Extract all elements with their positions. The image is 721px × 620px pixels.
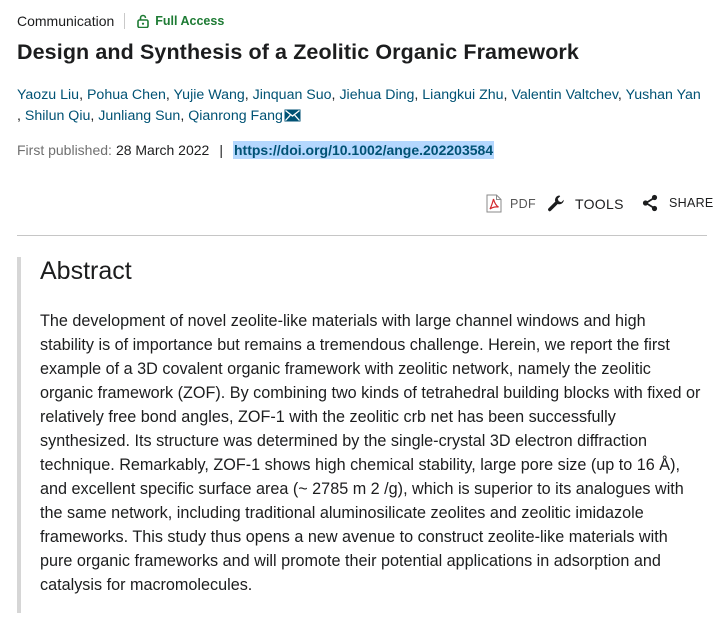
meta-divider [124,13,125,29]
article-meta-line [17,11,224,31]
author-link[interactable]: Yushan Yan [625,87,701,103]
share-button[interactable] [642,194,714,212]
author-separator: , [79,87,84,103]
author-link[interactable]: Jinquan Suo [252,87,332,103]
abstract-section [17,257,707,613]
wrench-icon [547,194,566,213]
pdf-icon [486,194,502,213]
author-link[interactable]: Jiehua Ding [339,87,415,103]
author-link[interactable]: Yaozu Liu [17,87,80,103]
tools-button[interactable] [547,194,624,213]
author-separator: , [503,87,508,103]
abstract-heading: Abstract [40,257,132,285]
publication-divider: | [219,142,223,158]
author-link[interactable]: Yujie Wang [173,87,245,103]
access-badge [137,14,224,28]
author-link[interactable]: Qianrong Fang [188,108,283,124]
doi-link[interactable]: https://doi.org/10.1002/ange.202203584 [233,142,494,158]
author-separator: , [244,87,249,103]
pdf-button[interactable] [486,194,536,213]
author-separator: , [90,108,95,124]
tools-label: TOOLS [575,195,624,212]
share-label: SHARE [669,196,714,210]
author-link[interactable]: Shilun Qiu [24,108,91,124]
unlock-icon [137,14,149,28]
author-link[interactable]: Junliang Sun [98,108,181,124]
publication-info [17,141,494,159]
access-label: Full Access [155,14,225,28]
pdf-label: PDF [510,196,536,211]
article-category: Communication [17,13,115,29]
abstract-accent-bar [17,257,21,613]
author-separator: , [165,87,170,103]
author-separator: , [17,108,21,124]
author-separator: , [180,108,185,124]
first-published-date: 28 March 2022 [115,142,210,158]
article-toolbar [0,194,721,218]
envelope-icon[interactable] [284,109,301,122]
first-published-label: First published: [17,142,112,158]
author-link[interactable]: Valentin Valtchev [511,87,618,103]
author-link[interactable]: Pohua Chen [86,87,166,103]
author-list [17,85,712,127]
article-title: Design and Synthesis of a Zeolitic Organic Framework [17,40,579,64]
author-separator: , [331,87,336,103]
author-separator: , [414,87,419,103]
abstract-text: The development of novel zeolite-like materials with large channel windows and high stability is of importance but remains a tremendous challenge. Herein, we report the first example of a 3D covalent organic framework with zeolitic network, namely the zeolitic organic framework (ZOF). By combining two kinds of tetrahedral building blocks with fixed or relatively free bond angles, ZOF-1 with the zeolitic crb net has been successfully synthesized. Its structure was determined by the single-crystal 3D electron diffraction technique. Remarkably, ZOF-1 shows high chemical stability, large pore size (up to 16 Å), and excellent specific surface area (~ 2785 m 2 /g), which is superior to its analogues with the same network, including traditional aluminosilicate zeolites and zeolitic imidazole frameworks. This study thus opens a new avenue to construct zeolite-like materials with pure organic frameworks and will promote their potential applications in adsorption and catalysis for macromolecules. [40,312,701,594]
section-divider [17,235,707,236]
author-separator: , [617,87,622,103]
author-link[interactable]: Liangkui Zhu [422,87,504,103]
share-icon [642,194,658,212]
